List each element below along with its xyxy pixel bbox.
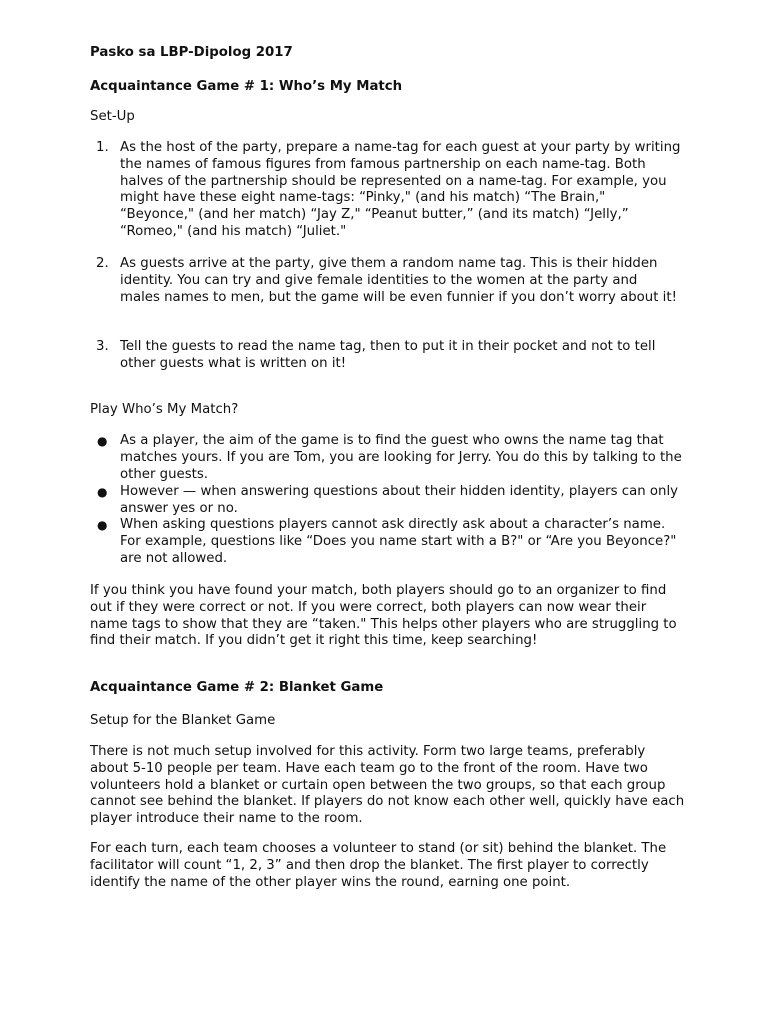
step-number: 2. (96, 256, 109, 271)
step-text: Tell the guests to read the name tag, then to put it in their pocket and not to tell other guests what is written on it! (120, 339, 656, 371)
step-number: 1. (96, 140, 109, 155)
game1-setup-label: Set-Up (90, 109, 135, 124)
game1-heading: Acquaintance Game # 1: Who’s My Match (90, 79, 403, 94)
bullet-icon: ● (97, 485, 108, 499)
rule-text: However — when answering questions about their hidden identity, players can only answer yes or no. (120, 484, 679, 516)
step-text: As guests arrive at the party, give them a random name tag. This is their hidden identity. You can try and give female identities to the women at the party and males names to men, but the game will be even funnier if you don’t worry about it! (120, 256, 677, 305)
bullet-icon: ● (97, 518, 108, 532)
bullet-icon: ● (97, 434, 108, 448)
rule-text: When asking questions players cannot ask directly ask about a character’s name. For example, questions like “Does you name start with a B?" or “Are you Beyonce?" are not allowed. (120, 517, 677, 566)
game2-turn-paragraph: For each turn, each team chooses a volunteer to stand (or sit) behind the blanket. The facilitator will count “1, 2, 3” and then drop the blanket. The first player to correctly identify the name of the other player wins the round, earning one point. (90, 841, 667, 890)
rule-text: As a player, the aim of the game is to find the guest who owns the name tag that matches yours. If you are Tom, you are looking for Jerry. You do this by talking to the other guests. (120, 433, 682, 482)
document-title: Pasko sa LBP-Dipolog 2017 (90, 45, 293, 60)
step-number: 3. (96, 339, 109, 354)
game2-setup-label: Setup for the Blanket Game (90, 713, 276, 728)
game1-closing-paragraph: If you think you have found your match, both players should go to an organizer to find out if they were correct or not. If you were correct, both players can now wear their name tags to show that they are “taken." This helps other players who are struggling to find their match. If you didn’t get it right this time, keep searching! (90, 583, 677, 649)
game2-heading: Acquaintance Game # 2: Blanket Game (90, 680, 384, 695)
step-text: As the host of the party, prepare a name-tag for each guest at your party by writing the names of famous figures from famous partnership on each name-tag. Both halves of the partnership should be represented on a name-tag. For example, you might have these eight name-tags: “Pinky," (and his match) “The Brain," “Beyonce," (and her match) “Jay Z," “Peanut butter,” (and its match) “Jelly,” “Romeo," (and his match) “Juliet." (120, 140, 681, 239)
game2-setup-paragraph: There is not much setup involved for this activity. Form two large teams, preferably about 5-10 people per team. Have each team go to the front of the room. Have two volunteers hold a blanket or curtain open between the two groups, so that each group cannot see behind the blanket. If players do not know each other well, quickly have each player introduce their name to the room. (90, 744, 685, 827)
game1-play-label: Play Who’s My Match? (90, 402, 239, 417)
